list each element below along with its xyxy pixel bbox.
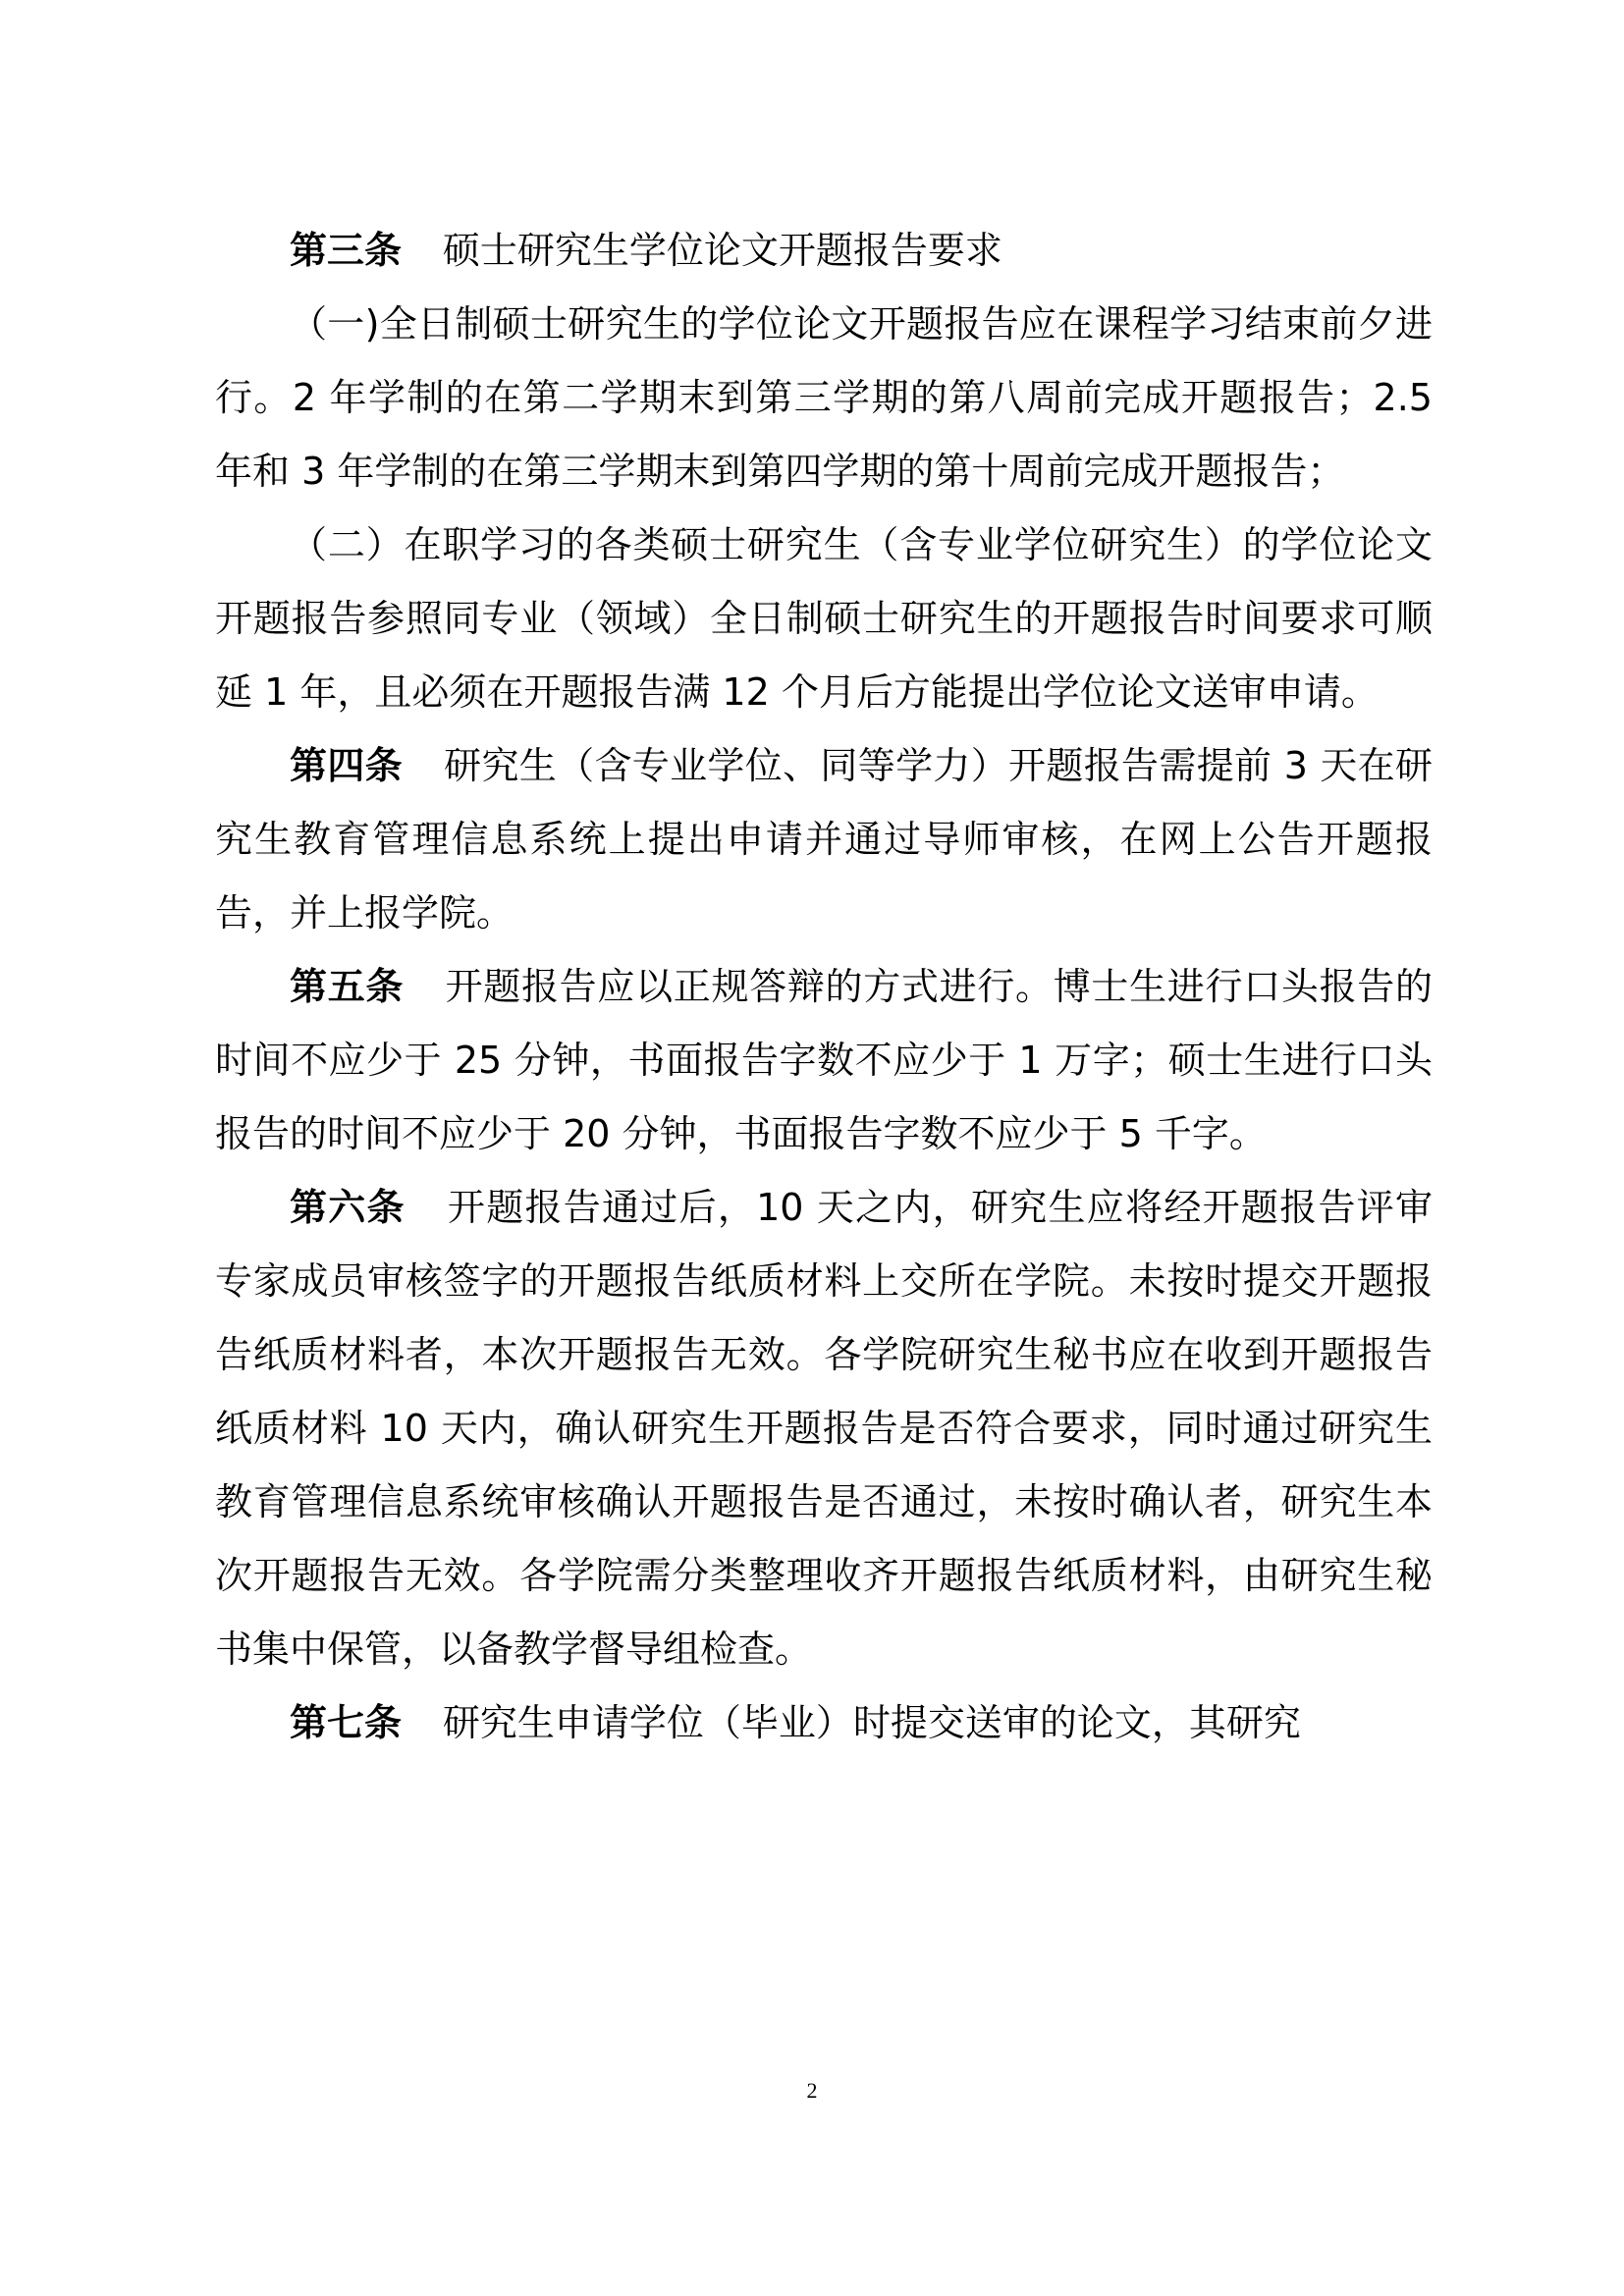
article-label: 第六条 bbox=[290, 1186, 406, 1229]
paragraph-text: 开题报告应以正规答辩的方式进行。博士生进行口头报告的时间不应少于 25 分钟，书面报告字数不应少于 1 万字；硕士生进行口头报告的时间不应少于 20 分钟，书面报告字数不应少于 5 千字。 bbox=[215, 965, 1433, 1155]
paragraph-text: 硕士研究生学位论文开题报告要求 bbox=[442, 229, 1002, 272]
paragraph-text: 研究生（含专业学位、同等学力）开题报告需提前 3 天在研究生教育管理信息系统上提出申请并通过导师审核，在网上公告开题报告，并上报学院。 bbox=[215, 744, 1433, 934]
article-7-paragraph bbox=[215, 1686, 1433, 1760]
article-label: 第七条 bbox=[290, 1701, 403, 1744]
paragraph-text: （二）在职学习的各类硕士研究生（含专业学位研究生）的学位论文开题报告参照同专业（领域）全日制硕士研究生的开题报告时间要求可顺延 1 年，且必须在开题报告满 12 个月后方能提出学位论文送审申请。 bbox=[215, 523, 1433, 714]
article-label: 第五条 bbox=[290, 965, 405, 1008]
article-label: 第三条 bbox=[290, 229, 403, 272]
clause-2-paragraph bbox=[215, 508, 1433, 729]
article-5-paragraph bbox=[215, 950, 1433, 1171]
paragraph-text: 研究生申请学位（毕业）时提交送审的论文，其研究 bbox=[442, 1701, 1301, 1744]
page-number: 2 bbox=[806, 2078, 818, 2103]
article-4-paragraph bbox=[215, 729, 1433, 950]
body-text bbox=[215, 214, 1433, 1760]
paragraph-text: （一)全日制硕士研究生的学位论文开题报告应在课程学习结束前夕进行。2 年学制的在第二学期末到第三学期的第八周前完成开题报告；2.5 年和 3 年学制的在第三学期末到第四学期的第十周前完成开题报告； bbox=[215, 302, 1433, 493]
clause-1-paragraph bbox=[215, 288, 1433, 508]
paragraph-text: 开题报告通过后，10 天之内，研究生应将经开题报告评审专家成员审核签字的开题报告纸质材料上交所在学院。未按时提交开题报告纸质材料者，本次开题报告无效。各学院研究生秘书应在收到开题报告纸质材料 10 天内，确认研究生开题报告是否符合要求，同时通过研究生教育管理信息系统审核确认开题报告是否通过，未按时确认者，研究生本次开题报告无效。各学院需分类整理收齐开题报告纸质材料，由研究生秘书集中保管，以备教学督导组检查。 bbox=[215, 1186, 1433, 1671]
article-6-paragraph bbox=[215, 1171, 1433, 1686]
article-3-heading bbox=[215, 214, 1433, 288]
article-label: 第四条 bbox=[290, 744, 403, 787]
